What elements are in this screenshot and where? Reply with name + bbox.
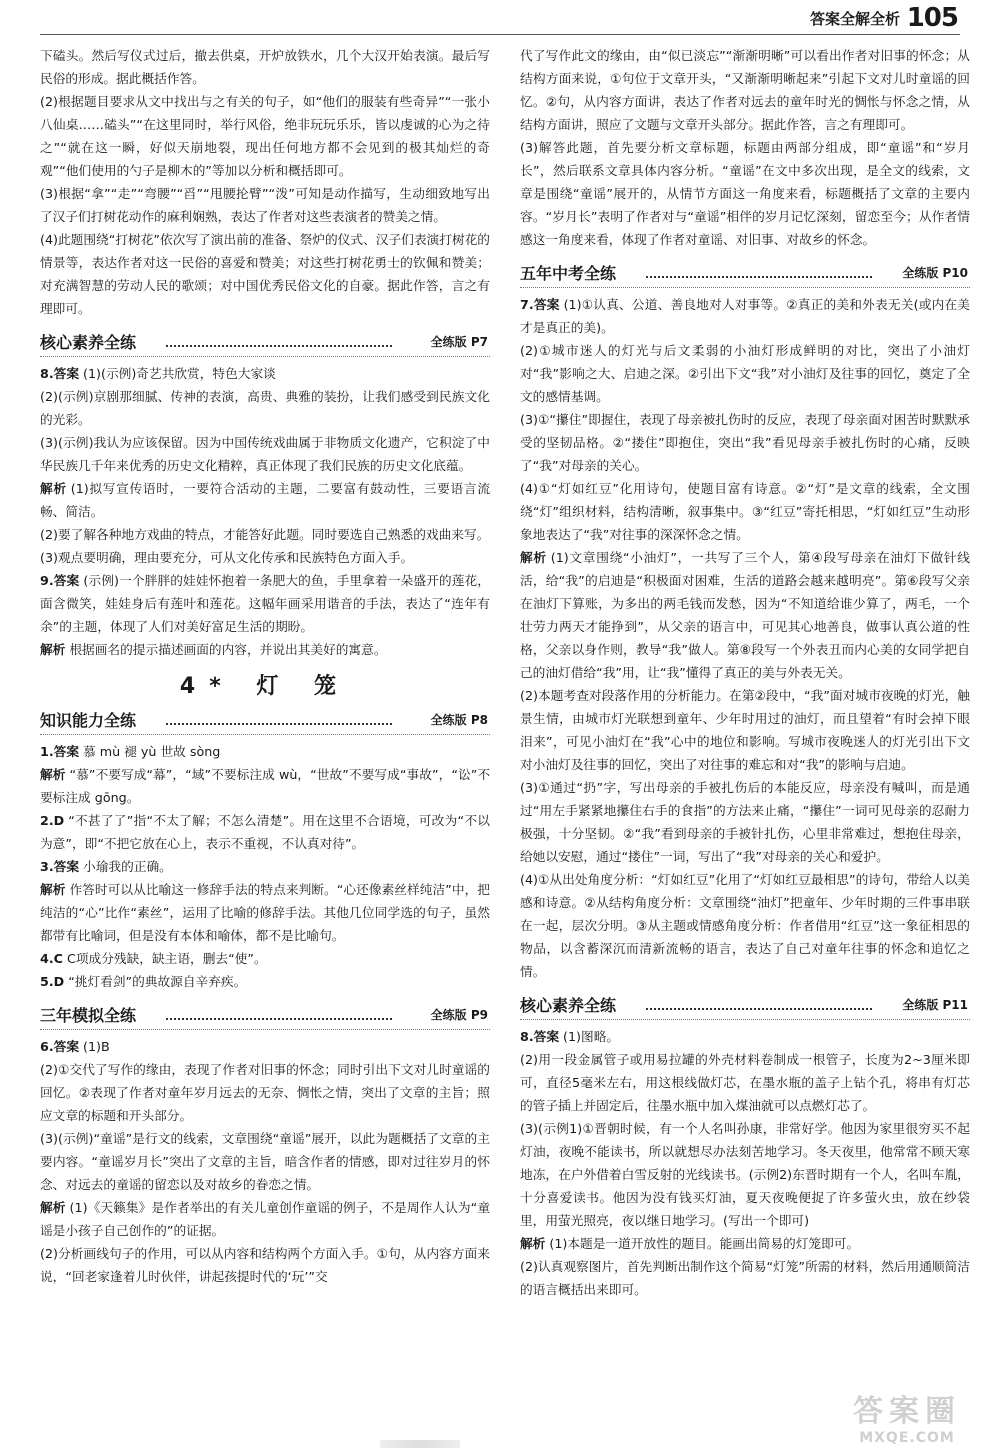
item-text: (4)①从出处角度分析：“灯如红豆”化用了“灯如红豆最相思”的诗句，带给人以美感和诗意。②从结构角度分析：文章围绕“油灯”把童年、少年时期的三件事串联在一起，层次分明。③从主题或情感角度分析：作者借用“红豆”这一象征相思的物品，以含蓄深沉而清新流畅的语言，表达了自己对童年往事的怀念和追忆之情。 xyxy=(520,872,970,979)
answer-item xyxy=(40,385,490,431)
item-text: (1)图略。 xyxy=(563,1029,620,1044)
answer-item xyxy=(520,293,970,339)
header-rule xyxy=(40,34,960,35)
answer-item xyxy=(40,878,490,947)
section-header xyxy=(520,261,970,288)
item-text: (2)①交代了写作的缘由，表现了作者对旧事的怀念；同时引出下文对儿时童谣的回忆。②表现了作者对童年岁月远去的无奈、惆怅之情，突出了文章的主旨；照应文章的标题和开头部分。 xyxy=(40,1062,490,1123)
item-text: “慕”不要写成“幕”，“域”不要标注成 wù，“世故”不要写成“事故”，“讼”不要标注成 gōng。 xyxy=(40,767,491,805)
item-lead: 解析 xyxy=(40,767,66,782)
item-lead: 8.答案 xyxy=(40,366,80,381)
answer-item xyxy=(520,1232,970,1255)
item-text: (2)分析画线句子的作用，可以从内容和结构两个方面入手。①句，从内容方面来说，“回老家逢着儿时伙伴，讲起孩提时代的‘玩’”交 xyxy=(40,1246,490,1284)
section-ref: 全练版 P10 xyxy=(902,266,968,280)
page-header xyxy=(0,0,1000,40)
item-text: (1)《天籁集》是作者举出的有关儿童创作童谣的例子，不是周作人认为“童谣是小孩子自己创作的”的证据。 xyxy=(40,1200,491,1238)
answer-item xyxy=(40,855,490,878)
item-text: (1)(示例)奇艺共欣赏，特色大家谈 xyxy=(83,366,276,381)
section-ref: 全练版 P8 xyxy=(430,713,488,727)
item-text: (2)(示例)京剧那细腻、传神的表演，高贵、典雅的装扮，让我们感受到民族文化的光彩。 xyxy=(40,389,490,427)
answer-item xyxy=(40,638,490,661)
item-lead: 3.答案 xyxy=(40,859,80,874)
item-lead: 7.答案 xyxy=(520,297,560,312)
item-text: 慕 mù 褪 yù 世故 sòng xyxy=(83,744,221,759)
item-text: (3)①“攥住”即握住，表现了母亲被扎伤时的反应，表现了母亲面对困苦时默默承受的坚韧品格。②“搂住”即抱住，突出“我”看见母亲手被扎伤时的心痛，反映了“我”对母亲的关心。 xyxy=(520,412,970,473)
answer-item xyxy=(40,362,490,385)
item-lead: 解析 xyxy=(520,550,547,565)
section-header xyxy=(520,993,970,1020)
answer-item xyxy=(40,970,490,993)
item-text: “挑灯看剑”的典故源自辛弃疾。 xyxy=(68,974,247,989)
item-text: (3)(示例)我认为应该保留。因为中国传统戏曲属于非物质文化遗产，它积淀了中华民族几千年来优秀的历史文化精粹，真正体现了我们民族的历史文化底蕴。 xyxy=(40,435,490,473)
answer-item xyxy=(520,339,970,408)
item-lead: 解析 xyxy=(40,882,66,897)
answer-item xyxy=(520,1255,970,1301)
paragraph: 下磕头。然后写仪式过后，撤去供桌，开炉放铁水，几个大汉开始表演。最后写民俗的形成。据此概括作答。 xyxy=(40,48,490,86)
watermark-logo xyxy=(832,1386,982,1446)
paragraph: (3)解答此题，首先要分析文章标题，标题由两部分组成，即“童谣”和“岁月长”，然后联系文章具体内容分析。“童谣”在文中多次出现，是全文的线索，文章是围绕“童谣”展开的，从情节方面这一角度来看，标题概括了文章的主要内容。“岁月长”表明了作者对与“童谣”相伴的岁月记忆深刻，留恋至今；从作者情感这一角度来看，体现了作者对童谣、对旧事、对故乡的怀念。 xyxy=(520,140,970,247)
section-ref: 全练版 P11 xyxy=(902,998,968,1012)
item-text: (1)本题是一道开放性的题目。能画出简易的灯笼即可。 xyxy=(549,1236,860,1251)
item-text: (3)(示例)“童谣”是行文的线索，文章围绕“童谣”展开，以此为题概括了文章的主要内容。“童谣岁月长”突出了文章的主旨，暗含作者的情感，即对过往岁月的怀念、对远去的童谣的留恋以及对故乡的眷恋之情。 xyxy=(40,1131,490,1192)
item-text: 作答时可以从比喻这一修辞手法的特点来判断。“心还像素丝样纯洁”中，把纯洁的“心”比作“素丝”，运用了比喻的修辞手法。其他几位同学选的句子，虽然都带有比喻词，但是没有本体和喻体，都不是比喻句。 xyxy=(40,882,490,943)
section-title: 知识能力全练 xyxy=(40,711,137,730)
section-header xyxy=(40,330,490,357)
answer-item xyxy=(40,1035,490,1058)
watermark-url: MXQE.COM xyxy=(859,1430,955,1446)
answer-item xyxy=(40,1127,490,1196)
item-lead: 2.D xyxy=(40,813,65,828)
answer-item xyxy=(40,1242,490,1288)
answer-item xyxy=(520,1117,970,1232)
answer-item xyxy=(40,947,490,970)
answer-item xyxy=(40,431,490,477)
item-text: (2)本题考查对段落作用的分析能力。在第②段中，“我”面对城市夜晚的灯光，触景生情，由城市灯光联想到童年、少年时用过的油灯，而且望着“有时会掉下眼泪来”，可见小油灯在“我”心中的地位和影响。写城市夜晚迷人的灯光引出下文对小油灯及往事的回忆，突出了对往事的难忘和对“我”的影响与启迪。 xyxy=(520,688,970,772)
item-lead: 解析 xyxy=(520,1236,546,1251)
paragraph: (2)根据题目要求从文中找出与之有关的句子，如“他们的服装有些奇异”“一张小八仙桌……磕头”“在这里同时，举行风俗，绝非玩玩乐乐，皆以虔诚的心为之待之”“就在这一瞬，好似天崩地裂，现出任何地方都不会见到的极其灿烂的奇观”“他们使用的勺子是柳木的”等加以分析和概括即可。 xyxy=(40,94,490,178)
item-lead: 4.C xyxy=(40,951,63,966)
paragraph: 代了写作此文的缘由，由“似已淡忘”“渐渐明晰”可以看出作者对旧事的怀念；从结构方面来说，①句位于文章开头，“又渐渐明晰起来”引起下文对儿时童谣的回忆。②句，从内容方面讲，表达了作者对远去的童年时光的惆怅与怀念之情，从结构方面讲，照应了文题与文章开头部分。据此作答，言之有理即可。 xyxy=(520,48,970,132)
section-divider xyxy=(166,1018,392,1020)
section-divider xyxy=(166,345,392,347)
answer-item xyxy=(40,477,490,523)
answer-item xyxy=(520,408,970,477)
section-divider xyxy=(166,723,392,725)
item-text: “不甚了了”指“不太了解；不怎么清楚”。用在这里不合语境，可改为“不以为意”，即“不把它放在心上，表示不重视，不认真对待”。 xyxy=(40,813,490,851)
item-text: 根据画名的提示描述画面的内容，并说出其美好的寓意。 xyxy=(69,642,387,657)
answer-item xyxy=(520,477,970,546)
footer-scan-mark xyxy=(380,1440,460,1448)
section-divider xyxy=(646,276,872,278)
item-lead: 解析 xyxy=(40,1200,66,1215)
right-column xyxy=(520,44,970,1301)
answer-item xyxy=(40,1058,490,1127)
answer-item xyxy=(40,740,490,763)
answer-item xyxy=(520,776,970,868)
item-text: (2)①城市迷人的灯光与后文柔弱的小油灯形成鲜明的对比，突出了小油灯对“我”影响之大、启迪之深。②引出下文“我”对小油灯及往事的回忆，奠定了全文的感情基调。 xyxy=(520,343,970,404)
item-text: (3)观点要明确，理由要充分，可从文化传承和民族特色方面入手。 xyxy=(40,550,414,565)
item-text: (4)①“灯如红豆”化用诗句，使题目富有诗意。②“灯”是文章的线索，全文围绕“灯”组织材料，结构清晰，叙事集中。③“红豆”寄托相思，“灯如红豆”生动形象地表达了“我”对往事的深深怀念之情。 xyxy=(520,481,970,542)
item-text: C项成分残缺，缺主语，删去“使”。 xyxy=(66,951,267,966)
item-text: (2)用一段金属管子或用易拉罐的外壳材料卷制成一根管子，长度为2~3厘米即可，直径5毫米左右，用这根线做灯芯，在墨水瓶的盖子上钻个孔，将串有灯芯的管子插上并固定后，往墨水瓶中加入煤油就可以点燃灯芯了。 xyxy=(520,1052,970,1113)
item-lead: 解析 xyxy=(40,642,66,657)
item-lead: 解析 xyxy=(40,481,67,496)
section-title: 核心素养全练 xyxy=(520,996,617,1015)
left-column xyxy=(40,44,490,1288)
item-text: (3)①通过“扔”字，写出母亲的手被扎伤后的本能反应，母亲没有喊叫，而是通过“用左手紧紧地攥住右手的食指”的方法来止痛，“攥住”一词可见母亲的忍耐力极强，十分坚韧。②“我”看到母亲的手被针扎伤，心里非常难过，想抱住母亲，给她以安慰，通过“搂住”一词，写出了“我”对母亲的关心和爱护。 xyxy=(520,780,970,864)
item-text: (1)文章围绕“小油灯”，一共写了三个人，第④段写母亲在油灯下做针线活，给“我”的启迪是“积极面对困难，生活的道路会越来越明亮”。第⑥段写父亲在油灯下算账，为多出的两毛钱而发愁，因为“不知道给谁少算了，两毛，一个壮劳力两天才能挣到”，从父亲的语言中，可见其心地善良，做事认真公道的性格，父亲以身作则，教导“我”做人。第⑧段写一个外表丑而内心美的女同学把自己的油灯借给“我”用，让“我”懂得了真正的美与外表无关。 xyxy=(520,550,970,680)
section-ref: 全练版 P9 xyxy=(430,1008,488,1022)
section-title: 核心素养全练 xyxy=(40,333,137,352)
answer-item xyxy=(520,1025,970,1048)
item-lead: 1.答案 xyxy=(40,744,80,759)
item-lead: 6.答案 xyxy=(40,1039,80,1054)
item-lead: 5.D xyxy=(40,974,65,989)
section-title: 五年中考全练 xyxy=(520,264,617,283)
item-text: (1)拟写宣传语时，一要符合活动的主题，二要富有鼓动性，三要语言流畅、简洁。 xyxy=(40,481,491,519)
paragraph: (3)根据“拿”“走”“弯腰”“舀”“甩腰抡臂”“泼”可知是动作描写，生动细致地写出了汉子们打树花动作的麻利娴熟，表达了作者对这些表演者的赞美之情。 xyxy=(40,186,490,224)
section-divider xyxy=(646,1008,872,1010)
section-header xyxy=(40,708,490,735)
answer-item xyxy=(40,763,490,809)
item-lead: 9.答案 xyxy=(40,573,80,588)
answer-item xyxy=(40,523,490,546)
answer-item xyxy=(40,809,490,855)
lesson-title: 4* 灯 笼 xyxy=(179,674,351,699)
watermark-text: 答案圈 xyxy=(853,1394,961,1429)
answer-item xyxy=(520,1048,970,1117)
answer-item xyxy=(520,868,970,983)
item-text: (2)认真观察图片，首先判断出制作这个简易“灯笼”所需的材料，然后用通顺简洁的语言概括出来即可。 xyxy=(520,1259,970,1297)
item-text: (1)①认真、公道、善良地对人对事等。②真正的美和外表无关(或内在美才是真正的美)。 xyxy=(520,297,970,335)
item-lead: 8.答案 xyxy=(520,1029,560,1044)
item-text: 小瑜我的正确。 xyxy=(83,859,172,874)
page-number: 105 xyxy=(906,3,958,33)
section-title: 三年模拟全练 xyxy=(40,1006,137,1025)
section-ref: 全练版 P7 xyxy=(430,335,488,349)
answer-item xyxy=(40,569,490,638)
item-text: (示例)一个胖胖的娃娃怀抱着一条肥大的鱼，手里拿着一朵盛开的莲花，面含微笑，娃娃身后有莲叶和莲花。这幅年画采用谐音的手法，表达了“连年有余”的主题，体现了人们对美好富足生活的期盼。 xyxy=(40,573,490,634)
section-header xyxy=(40,1003,490,1030)
answer-item xyxy=(520,684,970,776)
answer-item xyxy=(520,546,970,684)
header-title: 答案全解全析 xyxy=(809,10,900,28)
answer-item xyxy=(40,546,490,569)
answer-item xyxy=(40,1196,490,1242)
item-text: (2)要了解各种地方戏曲的特点，才能答好此题。同时要选自己熟悉的戏曲来写。 xyxy=(40,527,490,542)
paragraph: (4)此题围绕“打树花”依次写了演出前的准备、祭炉的仪式、汉子们表演打树花的情景等，表达作者对这一民俗的喜爱和赞美；对这些打树花勇士的钦佩和赞美；对充满智慧的劳动人民的歌颂；对中国优秀民俗文化的自豪。据此作答，言之有理即可。 xyxy=(40,232,490,316)
item-text: (3)(示例1)①晋朝时候，有一个人名叫孙康，非常好学。他因为家里很穷买不起灯油，夜晚不能读书，所以就想尽办法刻苦地学习。冬天夜里，他常常不顾天寒地冻，在户外借着白雪反射的光线读书。(示例2)东晋时期有一个人，名叫车胤，十分喜爱读书。他因为没有钱买灯油，夏天夜晚便捉了许多萤火虫，放在纱袋里，用萤光照亮，夜以继日地学习。(写出一个即可) xyxy=(520,1121,970,1228)
item-text: (1)B xyxy=(83,1039,110,1054)
